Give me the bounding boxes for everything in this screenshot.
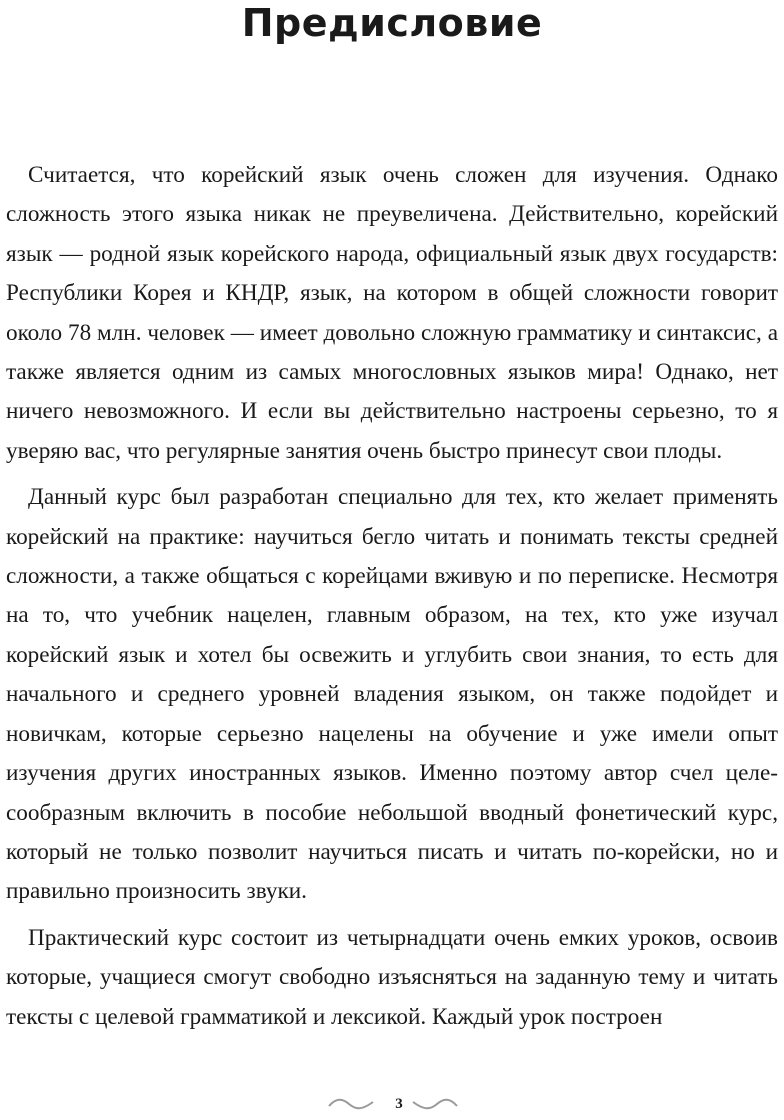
page-footer	[0, 1093, 784, 1115]
paragraph-3: Практический курс состоит из четырнадцати очень емких уроков, освоив которые, учащиеся смогут свободно изъясняться на заданную тему и читать тексты с целевой грамматикой и лексикой. Каждый урок построен	[6, 924, 778, 1030]
paragraph-2: Данный курс был разработан специально для тех, кто желает применять корейский на практике: научиться бегло читать и понимать тексты средней сложности, а также общаться с корейцами вживую и по переписке. Несмотря на то, что учебник нацелен, главным образом, на тех, кто уже изучал корейский язык и хотел бы освежить и углубить свои знания, то есть для начального и среднего уровней владения языком, он также подойдет и новичкам, которые серьезно нацелены на обучение и уже имели опыт изучения других иностранных языков. Именно поэтому автор счел целесообразным включить в пособие небольшой вводный фонетический курс, который не только позволит научиться писать и читать по-корейски, но и правильно произносить звуки.	[6, 484, 778, 905]
page-number: 3	[395, 1096, 403, 1112]
page-title: Предисловие	[241, 1, 543, 45]
body-text	[6, 156, 778, 1044]
wave-ornament-icon	[328, 1097, 374, 1111]
paragraph-1: Считается, что корейский язык очень сложен для изучения. Однако сложность этого языка никак не преувеличена. Действительно, корейский язык — родной язык корейского народа, официальный язык двух государств: Республики Корея и КНДР, язык, на котором в общей сложности говорит около 78 млн. человек — имеет довольно сложную грамматику и синтаксис, а также является одним из самых многословных языков мира! Однако, нет ничего невозможного. И если вы действительно настроены серьезно, то я уверяю вас, что регулярные занятия очень быстро принесут свои плоды.	[6, 162, 778, 464]
wave-ornament-icon	[412, 1097, 458, 1111]
